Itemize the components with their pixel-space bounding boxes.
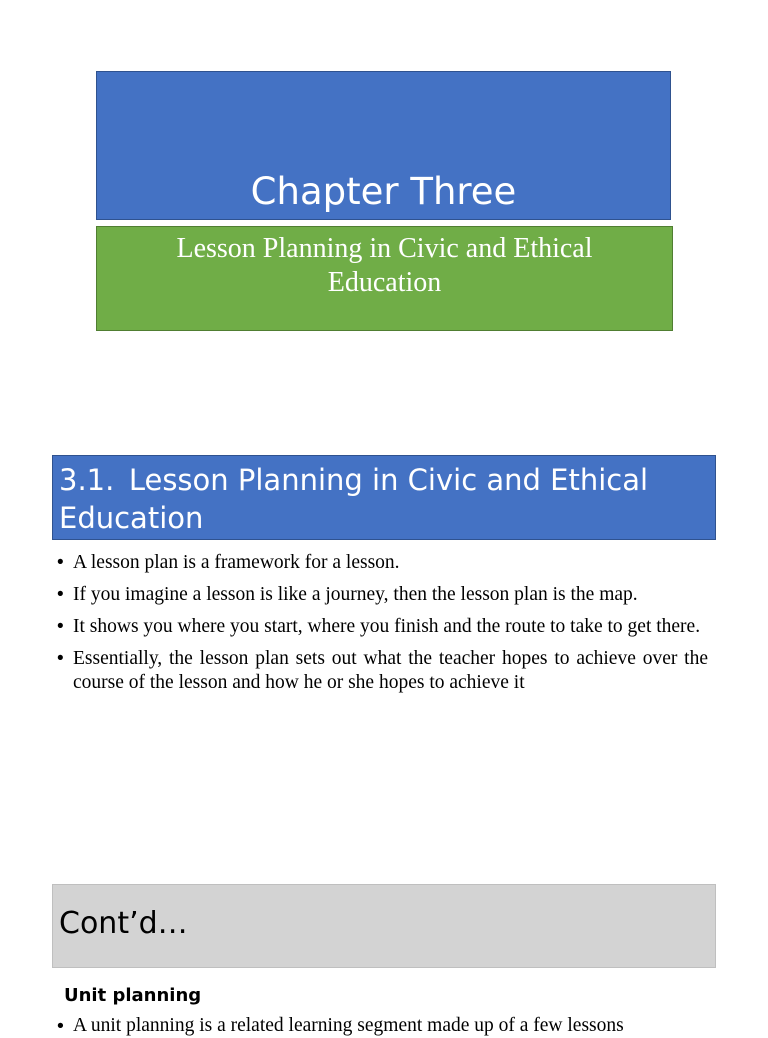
unit-planning-bullet: • A unit planning is a related learning segment made up of a few lessons xyxy=(57,1014,724,1038)
section-heading: 3.1. Lesson Planning in Civic and Ethical Education xyxy=(59,463,649,535)
contd-heading-box xyxy=(52,884,716,968)
unit-planning-heading: Unit planning xyxy=(64,985,202,1006)
section-heading-box xyxy=(52,455,716,540)
chapter-subtitle-box xyxy=(96,226,673,331)
bullet-item: • If you imagine a lesson is like a journey, then the lesson plan is the map. xyxy=(57,583,708,607)
bullet-item: • A lesson plan is a framework for a lesson. xyxy=(57,551,708,575)
chapter-title-box xyxy=(96,71,671,220)
bullet-item: • It shows you where you start, where you finish and the route to take to get there. xyxy=(57,615,708,639)
bullet-item: • Essentially, the lesson plan sets out what the teacher hopes to achieve over the course of the lesson and how he or she hopes to achieve it xyxy=(57,647,708,695)
contd-heading: Cont’d… xyxy=(59,906,188,941)
chapter-title: Chapter Three xyxy=(250,170,517,213)
chapter-subtitle: Lesson Planning in Civic and Ethical Education xyxy=(176,233,593,298)
bullet-list xyxy=(57,551,708,703)
